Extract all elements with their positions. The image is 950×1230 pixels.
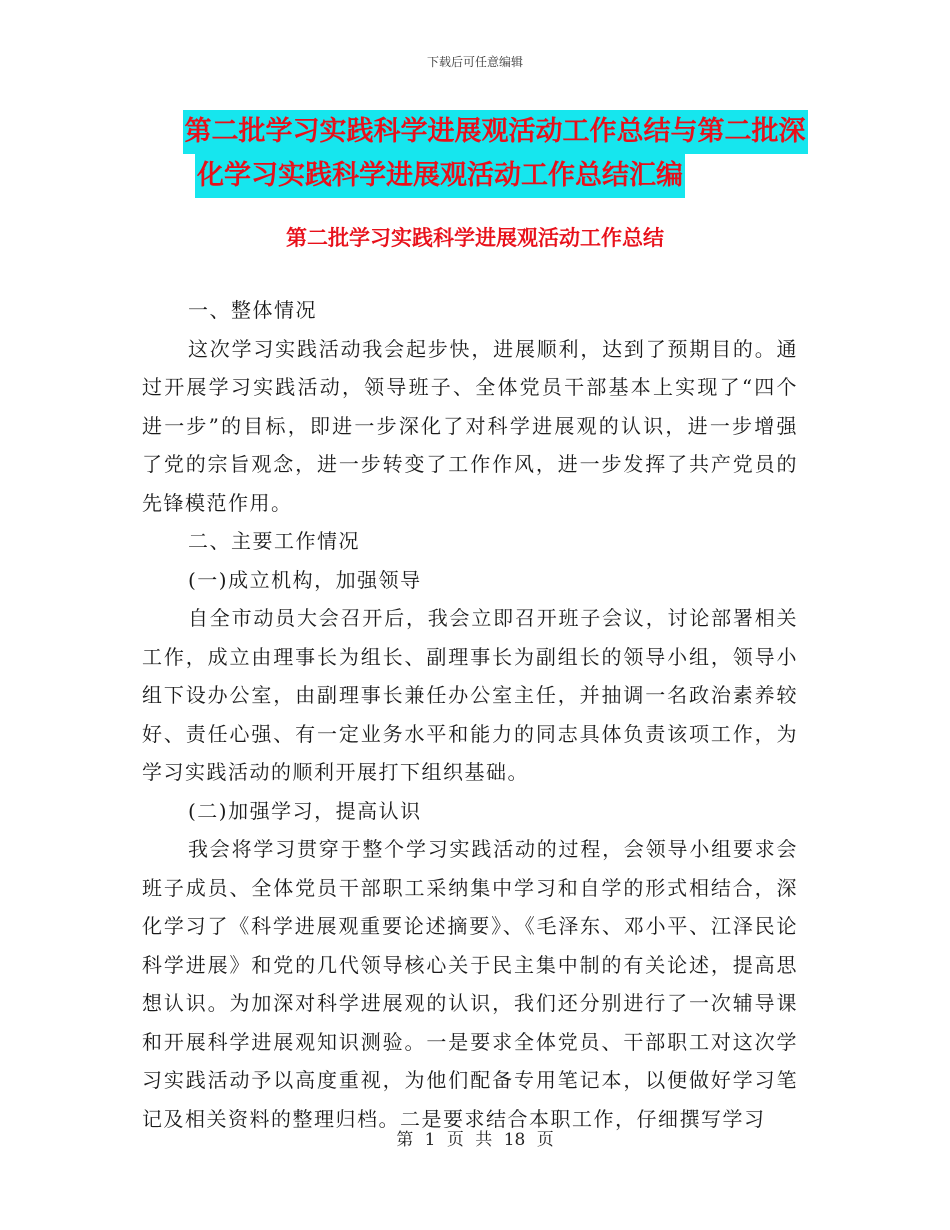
page-footer: 第 1 页 共 18 页 <box>396 1130 554 1150</box>
title-line-2: 化学习实践科学进展观活动工作总结汇编 <box>195 154 685 198</box>
document-body <box>142 291 798 1138</box>
section-title: 第二批学习实践科学进展观活动工作总结 <box>286 226 664 250</box>
heading-overall: 一、整体情况 <box>188 298 317 322</box>
paragraph: 自全市动员大会召开后，我会立即召开班子会议，讨论部署相关工作，成立由理事长为组长、副理事长为副组长的领导小组，领导小组下设办公室，由副理事长兼任办公室主任，并抽调一名政治素养较好、责任心强、有一定业务水平和能力的同志具体负责该项工作，为学习实践活动的顺利开展打下组织基础。 <box>142 606 798 784</box>
title-line-1: 第二批学习实践科学进展观活动工作总结与第二批深 <box>183 110 808 154</box>
document-title <box>0 110 950 198</box>
subheading: (一)成立机构，加强领导 <box>188 567 422 592</box>
heading-main-work: 二、主要工作情况 <box>188 529 360 553</box>
paragraph: 我会将学习贯穿于整个学习实践活动的过程，会领导小组要求会班子成员、全体党员干部职工采纳集中学习和自学的形式相结合，深化学习了《科学进展观重要论述摘要》、《毛泽东、邓小平、江泽民论科学进展》和党的几代领导核心关于民主集中制的有关论述，提高思想认识。为加深对科学进展观的认识，我们还分别进行了一次辅导课和开展科学进展观知识测验。一是要求全体党员、干部职工对这次学习实践活动予以高度重视，为他们配备专用笔记本，以便做好学习笔记及相关资料的整理归档。二是要求结合本职工作，仔细撰写学习 <box>142 837 798 1131</box>
paragraph: 这次学习实践活动我会起步快，进展顺利，达到了预期目的。通过开展学习实践活动，领导班子、全体党员干部基本上实现了“四个进一步”的目标，即进一步深化了对科学进展观的认识，进一步增强了党的宗旨观念，进一步转变了工作作风，进一步发挥了共产党员的先锋模范作用。 <box>142 336 798 515</box>
subheading: (二)加强学习，提高认识 <box>188 798 422 823</box>
header-note: 下载后可任意编辑 <box>426 55 523 69</box>
